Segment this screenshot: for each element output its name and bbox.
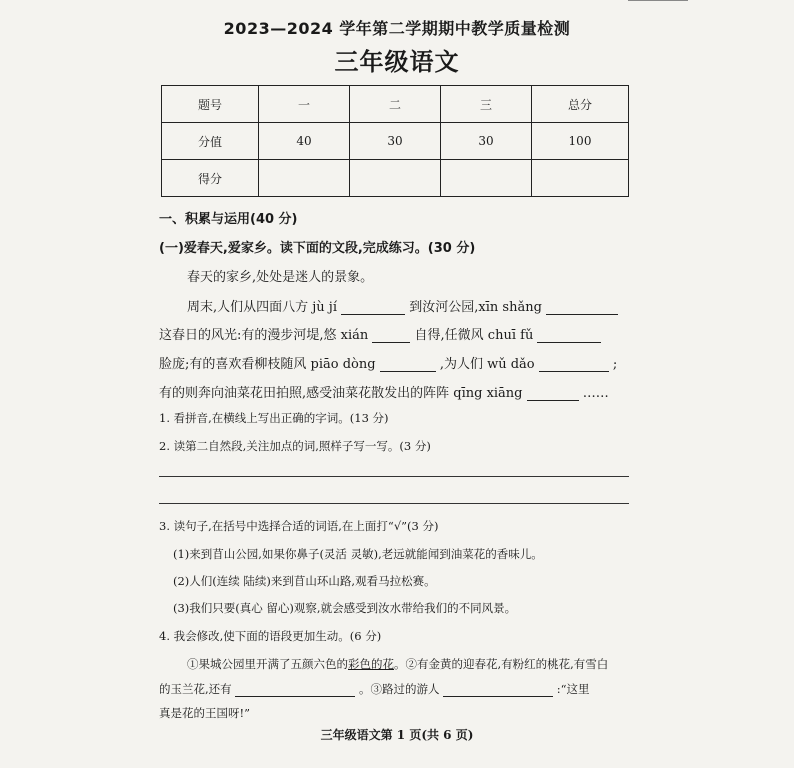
- table-row-label: 分值: [162, 123, 259, 160]
- underlined-phrase: 彩色的花: [348, 657, 394, 671]
- question-1: 1. 看拼音,在横线上写出正确的字词。(13 分): [159, 411, 389, 425]
- subject-title: 三年级语文: [334, 47, 460, 76]
- exam-title: 2023—2024 学年第二学期期中教学质量检测: [223, 19, 571, 38]
- question-3-item[interactable]: (2)人们(连续 陆续)来到苜山环山路,观看马拉松赛。: [173, 574, 436, 588]
- passage-line: [159, 353, 617, 372]
- paragraph-text: 的玉兰花,还有: [159, 682, 232, 696]
- passage-text: 脸庞;有的喜欢看柳枝随风 piāo dòng: [159, 357, 376, 372]
- answer-blank[interactable]: [372, 328, 410, 343]
- subsection-heading: (一)爱春天,爱家乡。读下面的文段,完成练习。(30 分): [159, 241, 476, 256]
- question-4: 4. 我会修改,使下面的语段更加生动。(6 分): [159, 629, 382, 643]
- passage-text: 周末,人们从四面八方 jù jí: [187, 300, 337, 315]
- passage-text: ;: [612, 357, 618, 372]
- passage-line: [159, 324, 601, 343]
- table-header-cell: 总分: [532, 86, 629, 123]
- question-3-item[interactable]: (1)来到苜山公园,如果你鼻子(灵活 灵敏),老远就能闻到油菜花的香味儿。: [173, 547, 543, 561]
- answer-blank[interactable]: [537, 328, 601, 343]
- paragraph-text: 。③路过的游人: [358, 682, 440, 696]
- table-row: [162, 160, 629, 197]
- table-row: [162, 123, 629, 160]
- table-header-cell: 一: [259, 86, 350, 123]
- table-row: [162, 86, 629, 123]
- revision-paragraph: 真是花的王国呀!”: [159, 706, 250, 720]
- passage-text: 有的则奔向油菜花田拍照,感受油菜花散发出的阵阵 qīng xiāng: [159, 386, 523, 401]
- table-header-cell: 二: [350, 86, 441, 123]
- paragraph-text: ①果城公园里开满了五颜六色的: [187, 657, 348, 671]
- scan-mark: [628, 0, 688, 6]
- passage-text: 到汝河公园,xīn shǎng: [409, 300, 542, 315]
- table-cell: 100: [532, 123, 629, 160]
- answer-blank[interactable]: [527, 386, 579, 401]
- answer-blank[interactable]: [380, 357, 436, 372]
- score-input-cell[interactable]: [350, 160, 441, 197]
- question-2: 2. 读第二自然段,关注加点的词,照样子写一写。(3 分): [159, 439, 431, 453]
- passage-title: 春天的家乡,处处是迷人的景象。: [187, 270, 374, 285]
- score-input-cell[interactable]: [532, 160, 629, 197]
- table-cell: 30: [350, 123, 441, 160]
- revision-paragraph: [187, 656, 608, 672]
- passage-text: 这春日的风光:有的漫步河堤,悠 xián: [159, 328, 369, 343]
- answer-blank[interactable]: [539, 357, 609, 372]
- question-3: 3. 读句子,在括号中选择合适的词语,在上面打“√”(3 分): [159, 519, 439, 533]
- passage-line: [187, 296, 618, 315]
- answer-blank[interactable]: [235, 682, 355, 697]
- page-footer: 三年级语文第 1 页(共 6 页): [320, 728, 474, 742]
- table-header-cell: 题号: [162, 86, 259, 123]
- score-input-cell[interactable]: [259, 160, 350, 197]
- answer-line[interactable]: [159, 503, 629, 504]
- question-3-item[interactable]: (3)我们只要(真心 留心)观察,就会感受到汝水带给我们的不同风景。: [173, 601, 517, 615]
- passage-text: ,为人们 wǔ dǎo: [439, 357, 535, 372]
- answer-blank[interactable]: [546, 300, 618, 315]
- paragraph-text: :“这里: [556, 682, 590, 696]
- answer-line[interactable]: [159, 476, 629, 477]
- score-table: [161, 85, 629, 197]
- answer-blank[interactable]: [443, 682, 553, 697]
- table-cell: 30: [441, 123, 532, 160]
- score-input-cell[interactable]: [441, 160, 532, 197]
- passage-line: [159, 382, 609, 401]
- answer-blank[interactable]: [341, 300, 405, 315]
- passage-text: 自得,任微风 chuī fǔ: [414, 328, 534, 343]
- paragraph-text: 。②有金黄的迎春花,有粉红的桃花,有雪白: [394, 657, 609, 671]
- table-cell: 40: [259, 123, 350, 160]
- revision-paragraph: [159, 681, 590, 697]
- table-row-label: 得分: [162, 160, 259, 197]
- passage-text: ……: [582, 386, 609, 401]
- section-heading: 一、积累与运用(40 分): [159, 212, 298, 227]
- table-header-cell: 三: [441, 86, 532, 123]
